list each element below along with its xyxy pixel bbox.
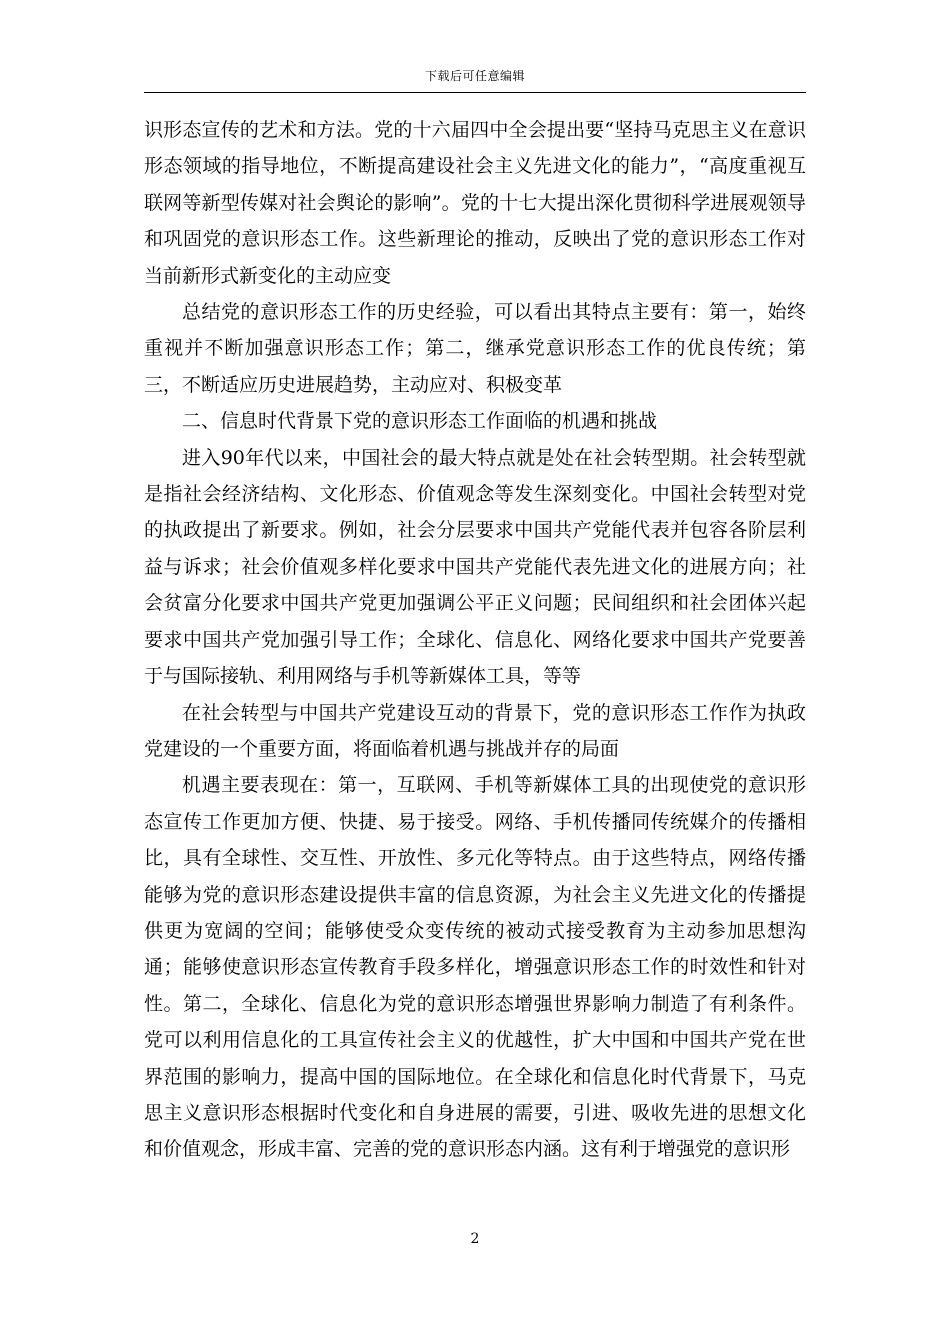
body-paragraph: 机遇主要表现在：第一，互联网、手机等新媒体工具的出现使党的意识形态宣传工作更加方便、快捷、易于接受。网络、手机传播同传统媒介的传播相比，具有全球性、交互性、开放性、多元化等特点。由于这些特点，网络传播能够为党的意识形态建设提供丰富的信息资源，为社会主义先进文化的传播提供更为宽阔的空间；能够使受众变传统的被动式接受教育为主动参加思想沟通；能够使意识形态宣传教育手段多样化，增强意识形态工作的时效性和针对性。第二，全球化、信息化为党的意识形态增强世界影响力制造了有利条件。党可以利用信息化的工具宣传社会主义的优越性，扩大中国和中国共产党在世界范围的影响力，提高中国的国际地位。在全球化和信息化时代背景下，马克思主义意识形态根据时代变化和自身进展的需要，引进、吸收先进的思想文化和价值观念，形成丰富、完善的党的意识形态内涵。这有利于增强党的意识形 <box>144 774 806 1161</box>
page-header: 下载后可任意编辑 <box>424 69 525 83</box>
body-paragraph: 进入90年代以来，中国社会的最大特点就是处在社会转型期。社会转型就是指社会经济结构、文化形态、价值观念等发生深刻变化。中国社会转型对党的执政提出了新要求。例如，社会分层要求中国共产党能代表并包容各阶层利益与诉求；社会价值观多样化要求中国共产党能代表先进文化的进展方向；社会贫富分化要求中国共产党更加强调公平正义问题；民间组织和社会团体兴起要求中国共产党加强引导工作；全球化、信息化、网络化要求中国共产党要善于与国际接轨、利用网络与手机等新媒体工具，等等 <box>144 446 806 688</box>
page-number: 2 <box>470 1231 480 1247</box>
section-heading: 二、信息时代背景下党的意识形态工作面临的机遇和挑战 <box>182 410 658 433</box>
body-paragraph: 总结党的意识形态工作的历史经验，可以看出其特点主要有：第一，始终重视并不断加强意识形态工作；第二，继承党意识形态工作的优良传统；第三，不断适应历史进展趋势，主动应对、积极变革 <box>144 301 806 396</box>
document-body <box>144 112 806 1168</box>
header-divider <box>144 92 806 93</box>
body-paragraph: 在社会转型与中国共产党建设互动的背景下，党的意识形态工作作为执政党建设的一个重要方面，将面临着机遇与挑战并存的局面 <box>144 701 806 760</box>
body-paragraph: 识形态宣传的艺术和方法。党的十六届四中全会提出要“坚持马克思主义在意识形态领域的指导地位，不断提高建设社会主义先进文化的能力”，“高度重视互联网等新型传媒对社会舆论的影响”。党的十七大提出深化贯彻科学进展观领导和巩固党的意识形态工作。这些新理论的推动，反映出了党的意识形态工作对当前新形式新变化的主动应变 <box>144 119 806 287</box>
